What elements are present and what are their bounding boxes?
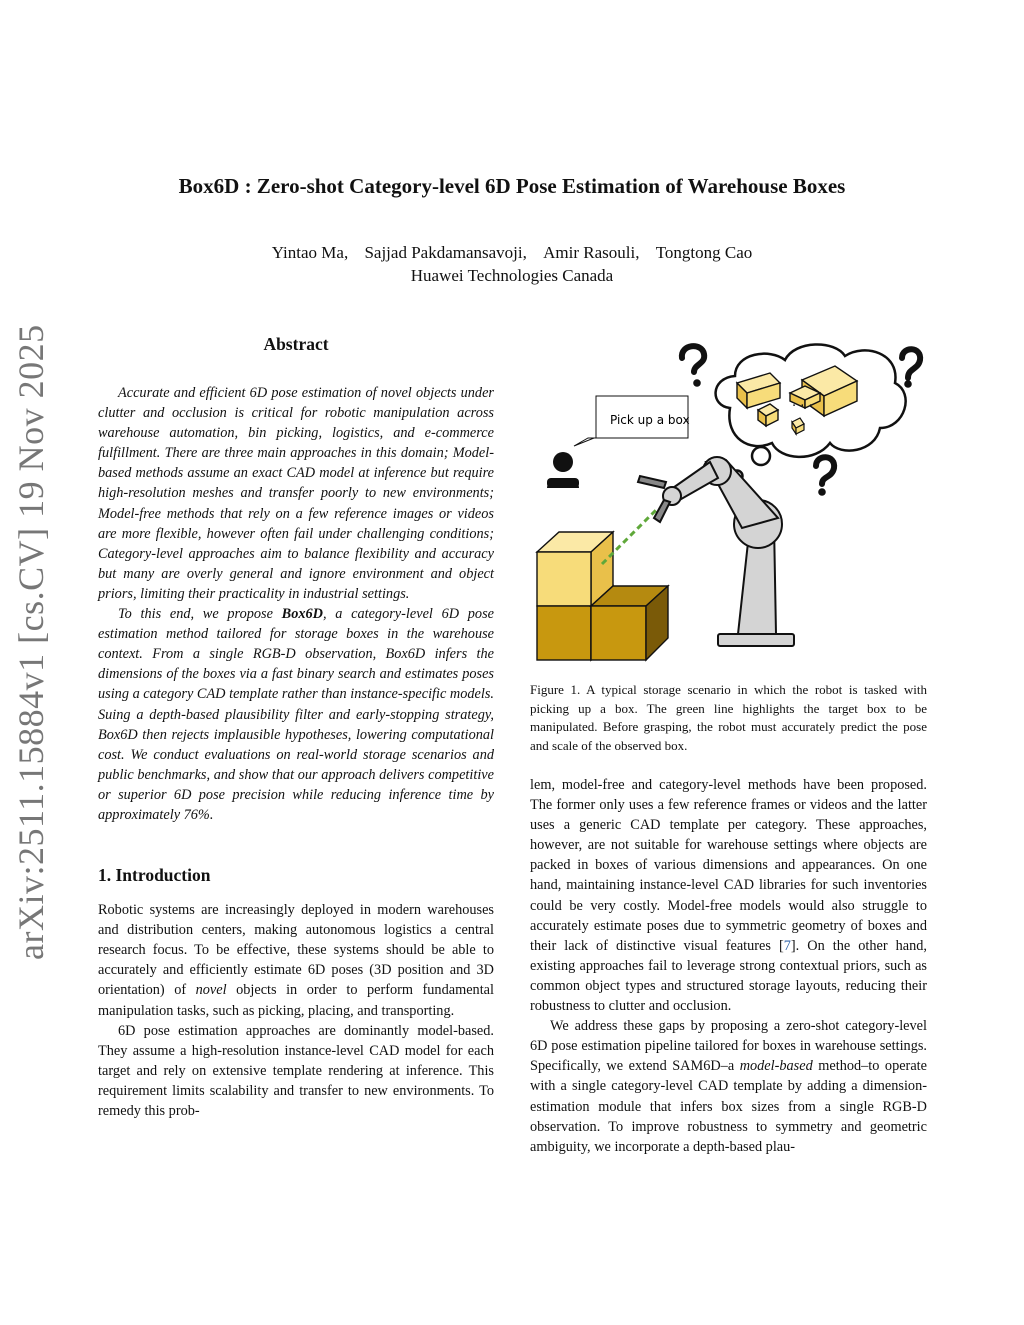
- figure-illustration: [530, 338, 930, 678]
- abstract-paragraph: Accurate and efficient 6D pose estimation of novel objects under clutter and occlusion is critical for robotic manipulation across warehouse automation, bin picking, logistics, and e-commerce fulfillment. There are three main approaches in this domain; Model-based methods assume an exact CAD model at inference but require high-resolution meshes and transfer poorly to new environments; Model-free methods that rely on a few reference images or videos are more flexible, however often fail under challenging conditions; Category-level approaches aim to balance flexibility and accuracy but many are overly general and ignore environment and object priors, limiting their practicality in industrial settings.: [98, 385, 494, 602]
- introduction-section: [98, 865, 494, 1121]
- body-text: Robotic systems are increasingly deployed in modern warehouses and distribution centers, making autonomous logistics a central research focus. To be effective, these systems should be able to accurately and efficiently estimate 6D poses (3D position and 3D orientation) of: [98, 902, 494, 999]
- abstract-text: , a category-level 6D pose estimation method tailored for storage boxes in the warehouse context. From a single RGB-D observation, Box6D infers the dimensions of the boxes via a fast binary search and estimates poses using a category CAD template rather than instance-specific models. Suing a depth-based plausibility filter and early-stopping strategy, Box6D then rejects implausible hypotheses, lowering computational cost. We conduct evaluations on real-world storage scenarios and public benchmarks, and show that our approach delivers competitive or superior 6D pose precision while reducing inference time by approximately 76%.: [98, 606, 494, 823]
- emphasis-text: novel: [195, 982, 227, 999]
- body-text: objects in order to perform fundamental manipulation tasks, such as picking, placing, and transporting.: [98, 982, 494, 1019]
- abstract-paragraph: [98, 604, 494, 825]
- body-paragraph: [530, 775, 927, 1016]
- body-text: ]. On the other hand, existing approaches fail to leverage strong contextual priors, such as common object types and structured storage layouts, reducing their robustness to clutter and occlusion.: [530, 937, 927, 1015]
- body-paragraph: [98, 900, 494, 1021]
- question-mark-icon: [682, 346, 704, 372]
- right-column: [530, 775, 927, 1157]
- speech-bubble: [574, 396, 690, 446]
- author-name: Tongtong Cao: [655, 243, 753, 262]
- author-name: Sajjad Pakdamansavoji,: [364, 243, 527, 262]
- abstract-text: To this end, we propose: [118, 606, 282, 623]
- bottom-right-box: [591, 586, 668, 660]
- emphasis-text: model-based: [739, 1058, 813, 1075]
- figure-caption: Figure 1. A typical storage scenario in which the robot is tasked with picking up a box. The green line highlights the target box to be manipulated. Before grasping, the robot must accurately predict the pose and scale of the observed box.: [530, 682, 927, 753]
- citation-link[interactable]: 7: [783, 937, 791, 954]
- question-mark-dot: [818, 488, 826, 496]
- method-name: Box6D: [281, 606, 323, 623]
- author-name: Amir Rasouli,: [543, 243, 640, 262]
- body-paragraph: [530, 1016, 927, 1157]
- thought-cloud: [716, 344, 906, 481]
- abstract-heading: Abstract: [263, 334, 329, 354]
- question-mark-icon: [816, 457, 834, 484]
- box-stack: [537, 532, 668, 660]
- question-mark-dot: [693, 379, 701, 387]
- question-mark-icon: [902, 349, 920, 378]
- body-text: lem, model-free and category-level methods have been proposed. The former only uses a few reference frames or videos and the latter uses a generic CAD template per category. These approaches, however, are not suitable for warehouse settings where objects are packed in boxes of various dimensions and appearances. On one hand, maintaining instance-level CAD libraries for such inventories could be very costly. Model-free models would also struggle to accurately estimate poses due to symmetric geometry of boxes and their lack of distinctive visual features [: [530, 777, 927, 954]
- body-text: method–to operate with a single category-level CAD template by adding a dimension-estimation module that infers box sizes from a single RGB-D observation. To improve robustness to symmetry and geometric ambiguity, we incorporate a depth-based plau-: [530, 1058, 927, 1155]
- person-icon: [547, 452, 579, 488]
- body-text: We address these gaps by proposing a zero-shot category-level 6D pose estimation pipeline tailored for boxes in warehouse settings. Specifically, we extend SAM6D–a: [530, 1018, 927, 1075]
- question-mark-dot: [904, 380, 912, 388]
- author-block: [0, 241, 1024, 287]
- arxiv-identifier[interactable]: arXiv:2511.15884v1 [cs.CV] 19 Nov 2025: [11, 324, 51, 960]
- paper-title: Box6D : Zero-shot Category-level 6D Pose Estimation of Warehouse Boxes: [178, 174, 846, 198]
- robot-base: [718, 634, 794, 646]
- body-paragraph: 6D pose estimation approaches are dominantly model-based. They assume a high-resolution instance-level CAD model for each target and rely on extensive template rendering at inference. This requirement limits scalability and transfer to new environments. To remedy this prob-: [98, 1022, 494, 1119]
- author-list: [0, 241, 1024, 264]
- left-column: [98, 334, 494, 1121]
- introduction-heading: 1. Introduction: [98, 865, 211, 886]
- affiliation: Huawei Technologies Canada: [410, 266, 614, 285]
- abstract-section: [98, 334, 494, 825]
- thought-dots: . . .: [792, 395, 813, 410]
- thought-bubble: [752, 447, 770, 465]
- author-name: Yintao Ma,: [271, 243, 349, 262]
- speech-bubble-text: Pick up a box: [610, 413, 690, 427]
- figure-1: [530, 338, 930, 678]
- target-box: [537, 532, 613, 606]
